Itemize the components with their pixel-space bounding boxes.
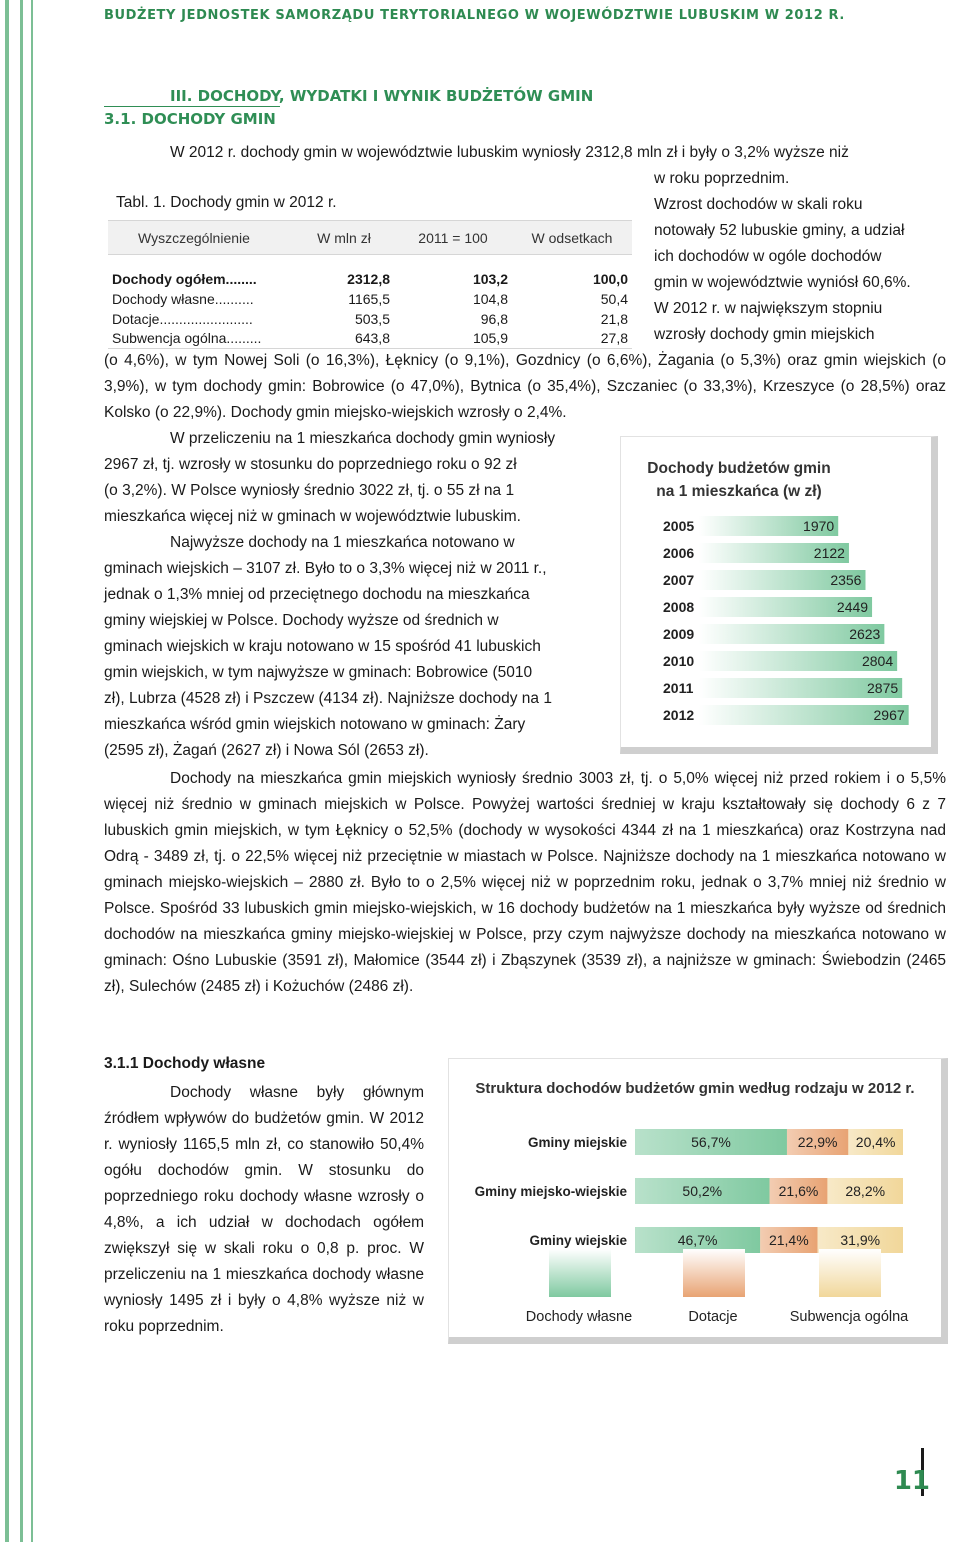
- legend-swatch: [819, 1249, 881, 1297]
- table-cell: 105,9: [472, 330, 508, 347]
- per-capita-paragraph: [104, 426, 598, 764]
- margin-bar-left-2: [20, 0, 23, 1542]
- year-label: 2010: [663, 653, 695, 669]
- year-label: 2012: [663, 707, 695, 723]
- table-row: [108, 329, 632, 349]
- year-label: 2009: [663, 626, 695, 642]
- bar-value-label: 2875: [867, 680, 899, 696]
- text-line: jednak o 1,3% mniej od przeciętnego dochodu na mieszkańca: [104, 586, 530, 603]
- per-capita-chart-svg: [621, 437, 931, 747]
- segment-label: 46,7%: [677, 1232, 718, 1248]
- category-label: Gminy miejsko-wiejskie: [474, 1184, 627, 1199]
- year-label: 2007: [663, 572, 695, 588]
- own-income-heading: 3.1.1 Dochody własne: [104, 1055, 266, 1072]
- segment-label: 21,6%: [778, 1183, 819, 1199]
- bar-value-label: 2967: [873, 707, 905, 723]
- table-cell: 1165,5: [348, 290, 390, 307]
- income-structure-chart: [448, 1058, 948, 1344]
- segment-label: 50,2%: [682, 1183, 723, 1199]
- chart-title: na 1 mieszkańca (w zł): [656, 483, 822, 500]
- legend-label: Dotacje: [688, 1309, 738, 1325]
- per-capita-chart: [620, 436, 938, 754]
- category-label: Gminy miejskie: [527, 1135, 627, 1150]
- table-cell: 103,2: [472, 270, 508, 287]
- text-line: Wzrost dochodów w skali roku: [654, 196, 863, 213]
- legend-label: Dochody własne: [525, 1309, 633, 1325]
- segment-label: 56,7%: [691, 1134, 731, 1150]
- table-cell: 503,5: [354, 310, 390, 327]
- table-header-row: [108, 221, 632, 255]
- urban-paragraph: Dochody na mieszkańca gmin miejskich wyniosły średnio 3003 zł, tj. o 5,0% więcej niż przed rokiem i o 5,5% więcej niż średnio w gminach miejskich w Polsce. Powyżej wartości średniej w kraju kształtowały się dochody 6 z 7 lubuskich gmin miejskich, w tym Łęknicy o 52,5% (dochody w wysokości 4344 zł na 1 mieszkańca) oraz Kostrzyna nad Odrą - 3489 zł, tj. o 22,5% więcej niż przeciętnie w miastach w Polsce. Najniższe dochody na 1 mieszkańca notowano w gminach miejsko-wiejskich – 2880 zł. Było to o 2,5% więcej niż w poprzednim roku, jednak o 3,7% mniej niż średnio w Polsce. Spośród 33 lubuskich gmin miejsko-wiejskich, w 16 dochody budżetów na 1 mieszkańca były wyższe od średnich dochodów na mieszkańca gminy miejsko-wiejskiej w Polsce, przy czym najwyższe dochody na mieszkańca notowano w gminach: Ośno Lubuskie (3591 zł), Małomice (3544 zł) i Zbąszynek (3539 zł), a najniższe w gminach: Świebodzin (2465 zł), Sulechów (2485 zł) i Kożuchów (2486 zł).: [104, 770, 946, 995]
- page-number: 11: [893, 1466, 930, 1496]
- legend-swatch: [549, 1249, 611, 1297]
- bar-value-label: 1970: [803, 518, 835, 534]
- year-label: 2008: [663, 599, 695, 615]
- legend-swatch: [683, 1249, 745, 1297]
- bar-value-label: 2804: [861, 653, 894, 669]
- text-line: ich dochodów w ogóle dochodów: [654, 248, 882, 265]
- bar-value-label: 2122: [813, 545, 845, 561]
- table-cell: 643,8: [354, 330, 390, 347]
- table-cell: 104,8: [472, 290, 508, 307]
- segment-label: 22,9%: [797, 1134, 838, 1150]
- intro-line-2: w roku poprzednim.: [654, 170, 790, 187]
- margin-bar-left-3: [31, 0, 33, 1542]
- table-cell: 100,0: [592, 270, 628, 287]
- text-line: gmin w województwie wyniósł 60,6%.: [654, 274, 911, 291]
- table-cell: 21,8: [600, 310, 628, 327]
- table-caption: Tabl. 1. Dochody gmin w 2012 r.: [116, 194, 337, 211]
- table-cell: 96,8: [480, 310, 508, 327]
- segment-label: 20,4%: [855, 1134, 896, 1150]
- text-line: gminach wiejskich – 3107 zł. Było to o 3,3% więcej niż w 2011 r.,: [104, 560, 547, 577]
- text-line: wzrosły dochody gmin miejskich: [654, 326, 875, 343]
- chart-title: Dochody budżetów gmin: [647, 460, 831, 477]
- table-header: W mln zł: [294, 221, 394, 255]
- intro-line-1: W 2012 r. dochody gmin w województwie lubuskim wyniosły 2312,8 mln zł i były o 3,2% wyższe niż: [170, 144, 849, 161]
- table-cell: Dotacje........................: [112, 310, 253, 327]
- income-structure-chart-svg: [449, 1059, 941, 1337]
- table-cell: Dochody własne..........: [112, 290, 254, 307]
- text-line: mieszkańca wśród gmin wiejskich notowano w gminach: Żary: [104, 716, 526, 733]
- segment-label: 21,4%: [768, 1232, 809, 1248]
- table-cell: 50,4: [600, 290, 628, 307]
- table-header: Wyszczególnienie: [108, 221, 294, 255]
- year-label: 2005: [663, 518, 695, 534]
- text-line: gminach wiejskich w kraju notowano w 15 spośród 41 lubuskich: [104, 638, 541, 655]
- legend-label: Subwencja ogólna: [789, 1309, 909, 1325]
- text-line: gminy wiejskiej w Polsce. Dochody wyższe od średnich w: [104, 612, 499, 629]
- text-line: gmin wiejskich, w tym najwyższe w gminach: Bobrowice (5010: [104, 664, 533, 681]
- text-line: Najwyższe dochody na 1 mieszkańca notowano w: [170, 534, 515, 551]
- text-line: (o 3,2%). W Polsce wyniosły średnio 3022 zł, tj. o 55 zł na 1: [104, 482, 515, 499]
- text-line: (2595 zł), Żagań (2627 zł) i Nowa Sól (2653 zł).: [104, 742, 429, 759]
- table-cell: 27,8: [600, 330, 628, 347]
- income-table: [108, 220, 632, 349]
- table-row: [108, 269, 632, 289]
- table-cell: Subwencja ogólna.........: [112, 330, 262, 347]
- bar-value-label: 2356: [830, 572, 862, 588]
- text-line: mieszkańca więcej niż w gminach w województwie lubuskim.: [104, 508, 521, 525]
- table-row: [108, 309, 632, 329]
- own-income-paragraph: Dochody własne były głównym źródłem wpływów do budżetów gmin. W 2012 r. wyniosły 1165,5 mln zł, co stanowiło 50,4% ogółu dochodów gmin. W stosunku do poprzedniego roku dochody własne wzrosły o 4,8%, a ich udział w dochodach ogółem zwiększył się w skali roku o 0,8 p. proc. W przeliczeniu na 1 mieszkańca dochody własne wyniosły 1495 zł i były o 4,8% wyższe niż w roku poprzednim.: [104, 1084, 424, 1335]
- title-rule: [104, 106, 280, 107]
- margin-bar-left-1: [5, 0, 9, 1542]
- text-line: notowały 52 lubuskie gminy, a udział: [654, 222, 905, 239]
- running-head: BUDŻETY JEDNOSTEK SAMORZĄDU TERYTORIALNEGO W WOJEWÓDZTWIE LUBUSKIM W 2012 R.: [104, 8, 845, 23]
- year-label: 2006: [663, 545, 695, 561]
- bar-value-label: 2623: [849, 626, 881, 642]
- growth-paragraph-start: [654, 192, 946, 348]
- text-line: W 2012 r. w największym stopniu: [654, 300, 883, 317]
- year-label: 2011: [663, 680, 694, 696]
- table-cell: Dochody ogółem........: [112, 270, 257, 287]
- table-header: 2011 = 100: [394, 221, 512, 255]
- subsection-title: 3.1. DOCHODY GMIN: [104, 110, 276, 128]
- text-line: 2967 zł, tj. wzrosły w stosunku do poprzedniego roku o 92 zł: [104, 456, 517, 473]
- table-cell: 2312,8: [347, 270, 390, 287]
- category-label: Gminy wiejskie: [529, 1233, 627, 1248]
- text-line: W przeliczeniu na 1 mieszkańca dochody gmin wyniosły: [170, 430, 556, 447]
- text-line: zł), Lubrza (4528 zł) i Pszczew (4134 zł). Najniższe dochody na 1: [104, 690, 552, 707]
- section-title: III. DOCHODY, WYDATKI I WYNIK BUDŻETÓW GMIN: [170, 87, 594, 105]
- chart-title: Struktura dochodów budżetów gmin według rodzaju w 2012 r.: [475, 1080, 915, 1097]
- segment-label: 28,2%: [845, 1183, 886, 1199]
- growth-paragraph-rest: (o 4,6%), w tym Nowej Soli (o 16,3%), Łęknicy (o 9,1%), Gozdnicy (o 6,6%), Żagania (o 5,3%) oraz gmin wiejskich (o 3,9%), w tym dochody gmin: Bobrowice (o 47,0%), Bytnica (o 35,4%), Szczaniec (o 33,3%), Krzeszyce (o 28,5%) oraz Kolsko (o 22,9%). Dochody gmin miejsko-wiejskich wzrosły o 2,4%.: [104, 352, 946, 421]
- table-row: [108, 289, 632, 309]
- bar-value-label: 2449: [836, 599, 869, 615]
- table-header: W odsetkach: [512, 221, 632, 255]
- segment-label: 31,9%: [840, 1232, 881, 1248]
